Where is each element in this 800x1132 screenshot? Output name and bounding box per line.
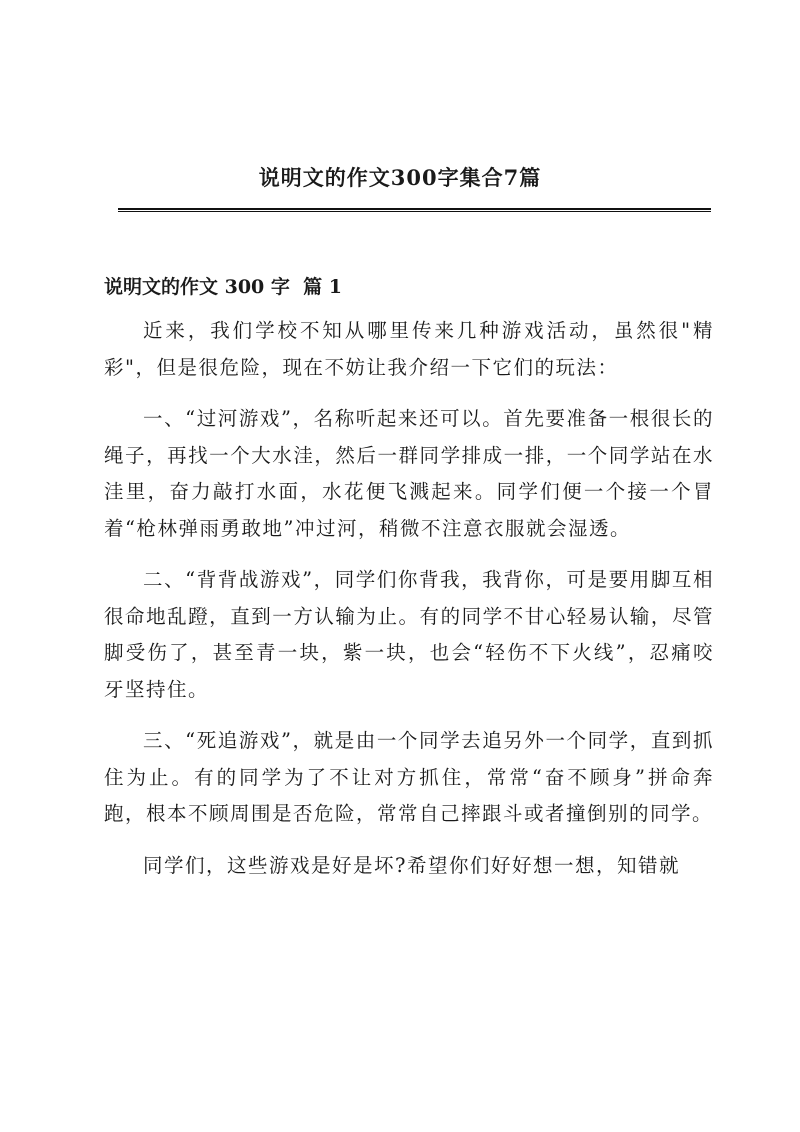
document-title: 说明文的作文300字集合7篇 [258,165,542,190]
paragraph: 二、“背背战游戏”，同学们你背我，我背你，可是要用脚互相很命地乱蹬，直到一方认输为止。有的同学不甘心轻易认输，尽管脚受伤了，甚至青一块，紫一块，也会“轻伤不下火线”，忍痛咬牙坚持住。 [104,568,714,701]
paragraph: 近来，我们学校不知从哪里传来几种游戏活动，虽然很"精彩"，但是很危险，现在不妨让我介绍一下它们的玩法： [104,319,714,379]
title-double-rule [118,208,711,212]
paragraph: 一、“过河游戏”，名称听起来还可以。首先要准备一根很长的绳子，再找一个大水洼，然后一群同学排成一排，一个同学站在水洼里，奋力敲打水面，水花便飞溅起来。同学们便一个接一个冒着“枪林弹雨勇敢地”冲过河，稍微不注意衣服就会湿透。 [104,407,714,540]
section-heading: 说明文的作文 300 字 篇 1 [104,276,342,298]
paragraph: 同学们，这些游戏是好是坏?希望你们好好想一想，知错就 [143,853,680,877]
document-body [104,313,714,884]
paragraph: 三、“死追游戏”，就是由一个同学去追另外一个同学，直到抓住为止。有的同学为了不让对方抓住，常常“奋不顾身”拼命奔跑，根本不顾周围是否危险，常常自己摔跟斗或者撞倒别的同学。 [104,729,714,825]
